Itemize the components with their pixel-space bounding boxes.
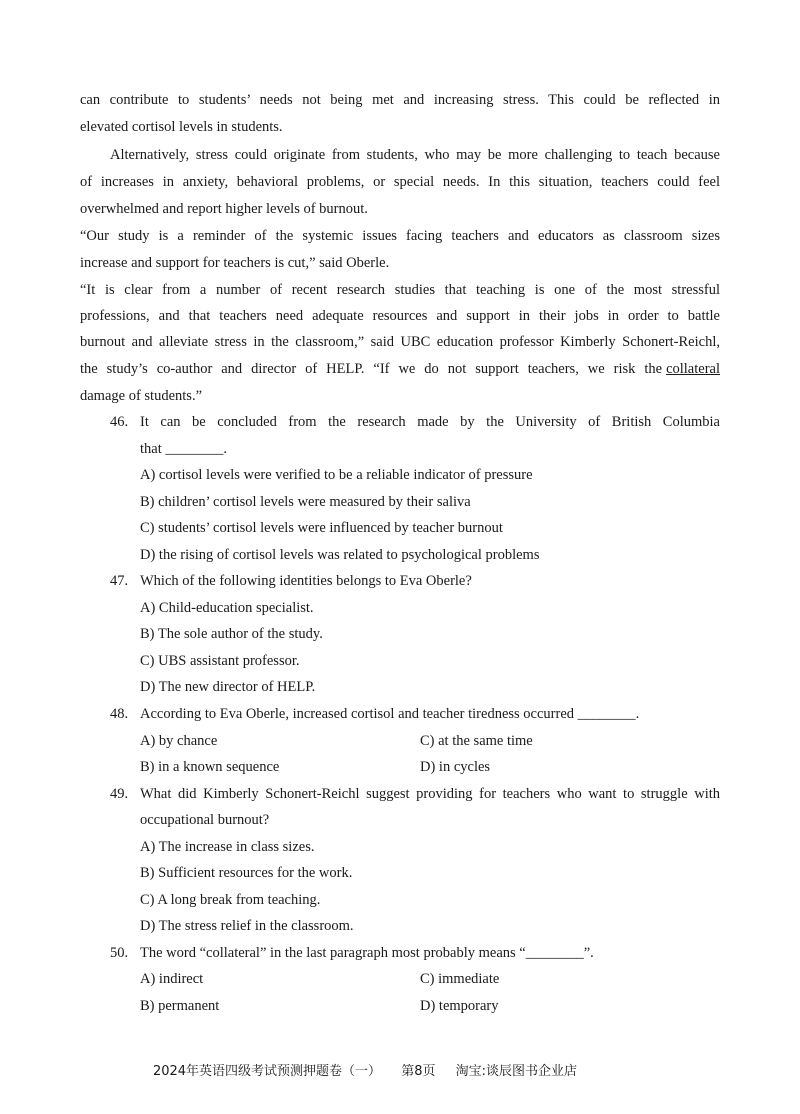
footer-title: 2024年英语四级考试预测押题卷（一） xyxy=(152,1064,382,1079)
option-d: D) the rising of cortisol levels was related to psychological problems xyxy=(140,547,540,563)
passage-line: damage of students.” xyxy=(80,388,203,404)
question-text: It can be concluded from the research made by the University of British Columbia xyxy=(140,414,720,430)
option-b: B) The sole author of the study. xyxy=(140,626,323,642)
option-d: D) The stress relief in the classroom. xyxy=(140,918,354,934)
passage-line: increase and support for teachers is cut,” said Oberle. xyxy=(80,255,390,271)
question-number: 49. xyxy=(110,786,129,802)
passage-line xyxy=(80,360,720,378)
option-a: A) The increase in class sizes. xyxy=(140,839,315,855)
passage-line: elevated cortisol levels in students. xyxy=(80,119,283,135)
passage-line: of increases in anxiety, behavioral problems, or special needs. In this situation, teachers could feel xyxy=(80,174,720,190)
option-a: A) by chance xyxy=(140,733,218,749)
option-a: A) cortisol levels were verified to be a reliable indicator of pressure xyxy=(140,467,533,483)
footer-shop: 淘宝:谈辰图书企业店 xyxy=(455,1064,578,1079)
passage-line: “Our study is a reminder of the systemic issues facing teachers and educators as classroom sizes xyxy=(80,228,720,244)
question-number: 48. xyxy=(110,706,129,722)
option-c: C) A long break from teaching. xyxy=(140,892,321,908)
question-number: 50. xyxy=(110,945,129,961)
option-b: B) children’ cortisol levels were measured by their saliva xyxy=(140,494,471,510)
passage-line: burnout and alleviate stress in the classroom,” said UBC education professor Kimberly Schonert-Reichl, xyxy=(80,334,720,350)
underlined-word: collateral xyxy=(666,361,720,377)
question-text: What did Kimberly Schonert-Reichl suggest providing for teachers who want to struggle with xyxy=(140,786,720,802)
passage-line: Alternatively, stress could originate from students, who may be more challenging to teach because xyxy=(110,147,720,163)
page-footer xyxy=(0,1060,730,1079)
option-b: B) in a known sequence xyxy=(140,759,280,775)
passage-line: professions, and that teachers need adequate resources and support in their jobs in order to battle xyxy=(80,308,720,324)
option-b: B) Sufficient resources for the work. xyxy=(140,865,353,881)
option-d: D) in cycles xyxy=(420,759,491,775)
passage-text: the study’s co-author and director of HELP. “If we do not support teachers, we risk the xyxy=(80,361,663,377)
option-c: C) at the same time xyxy=(420,733,533,749)
question-text: Which of the following identities belongs to Eva Oberle? xyxy=(140,573,472,589)
option-c: C) UBS assistant professor. xyxy=(140,653,300,669)
question-text: According to Eva Oberle, increased cortisol and teacher tiredness occurred ________. xyxy=(140,706,640,722)
option-c: C) students’ cortisol levels were influenced by teacher burnout xyxy=(140,520,503,536)
passage-line: “It is clear from a number of recent research studies that teaching is one of the most stressful xyxy=(80,282,720,298)
question-number: 46. xyxy=(110,414,129,430)
question-text: The word “collateral” in the last paragraph most probably means “________”. xyxy=(140,945,594,961)
option-a: A) indirect xyxy=(140,971,204,987)
option-d: D) temporary xyxy=(420,998,499,1014)
question-number: 47. xyxy=(110,573,129,589)
question-text: occupational burnout? xyxy=(140,812,270,828)
option-c: C) immediate xyxy=(420,971,500,987)
option-d: D) The new director of HELP. xyxy=(140,679,316,695)
question-text: that ________. xyxy=(140,441,227,457)
footer-page-number: 第8页 xyxy=(401,1064,436,1079)
passage-line: can contribute to students’ needs not being met and increasing stress. This could be reflected in xyxy=(80,92,720,108)
option-b: B) permanent xyxy=(140,998,220,1014)
passage-line: overwhelmed and report higher levels of burnout. xyxy=(80,201,368,217)
option-a: A) Child-education specialist. xyxy=(140,600,314,616)
